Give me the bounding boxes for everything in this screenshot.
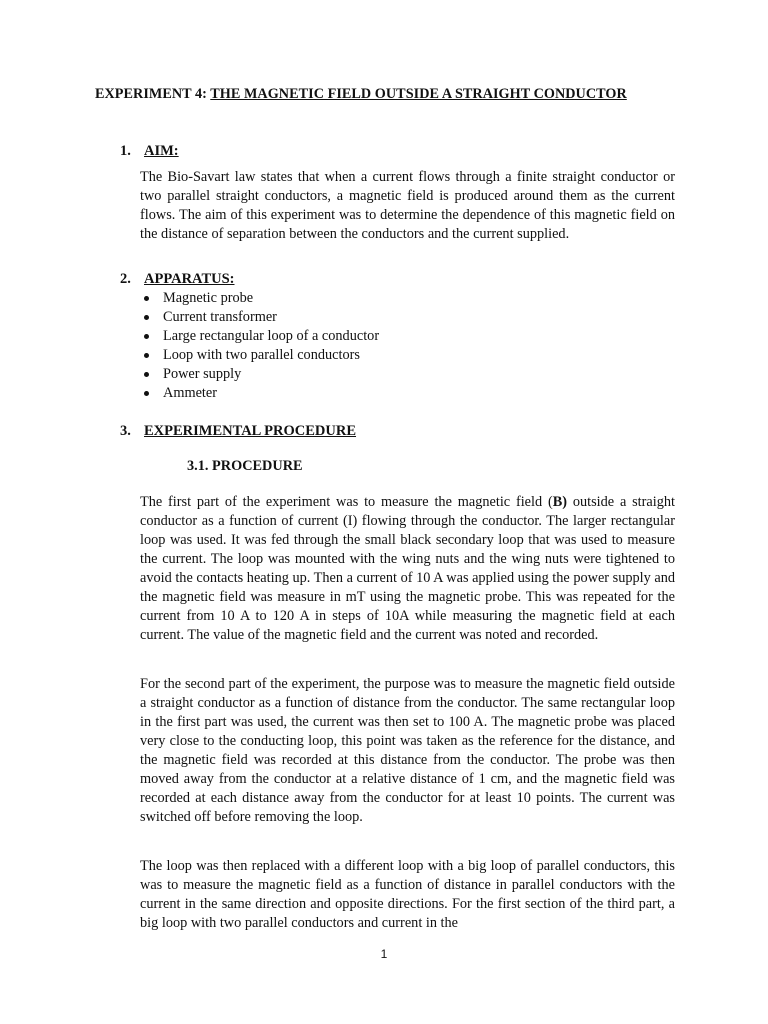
list-item: Loop with two parallel conductors — [140, 346, 379, 365]
bullet-icon — [144, 296, 149, 301]
list-item: Large rectangular loop of a conductor — [140, 327, 379, 346]
document-title — [95, 86, 695, 103]
bullet-icon — [144, 315, 149, 320]
bullet-icon — [144, 391, 149, 396]
procedure-paragraph-3: The loop was then replaced with a different loop with a big loop of parallel conductors, this was to measure the magnetic field as a function of distance in parallel conductors with the current in the same direction and opposite directions. For the first section of the third part, a big loop with two parallel conductors and current in the — [140, 858, 675, 931]
list-item: Current transformer — [140, 308, 379, 327]
procedure-subheading: 3.1. PROCEDURE — [187, 458, 303, 474]
procedure-heading — [120, 423, 356, 440]
title-prefix: EXPERIMENT 4: — [95, 86, 211, 102]
aim-number: 1. — [120, 143, 131, 159]
apparatus-heading-text: APPARATUS: — [144, 271, 235, 287]
title-main: THE MAGNETIC FIELD OUTSIDE A STRAIGHT CONDUCTOR — [210, 86, 627, 102]
procedure-number: 3. — [120, 423, 131, 439]
bullet-icon — [144, 372, 149, 377]
aim-heading — [120, 143, 179, 160]
bullet-icon — [144, 353, 149, 358]
list-item: Magnetic probe — [140, 289, 379, 308]
aim-heading-text: AIM: — [144, 143, 179, 159]
apparatus-number: 2. — [120, 271, 131, 287]
list-item: Ammeter — [140, 384, 379, 403]
bullet-icon — [144, 334, 149, 339]
bold-symbol-b: B) — [552, 494, 568, 510]
procedure-heading-text: EXPERIMENTAL PROCEDURE — [144, 423, 357, 439]
list-item: Power supply — [140, 365, 379, 384]
page-number: 1 — [380, 947, 388, 961]
apparatus-heading — [120, 271, 234, 288]
apparatus-list — [140, 289, 379, 403]
procedure-paragraph-1: The first part of the experiment was to measure the magnetic field (B) outside a straight conductor as a function of current (I) flowing through the conductor. The larger rectangular loop was used. It was fed through the small black secondary loop that was used to measure the current. The loop was mounted with the wing nuts and the wing nuts were tightened to avoid the contacts heating up. Then a current of 10 A was applied using the power supply and the magnetic field was measure in mT using the magnetic probe. This was repeated for the current from 10 A to 120 A in steps of 10A while measuring the magnetic field at each current. The value of the magnetic field and the current was noted and recorded. — [140, 494, 675, 643]
aim-paragraph: The Bio-Savart law states that when a current flows through a finite straight conductor or two parallel straight conductors, a magnetic field is produced around them as the current flows. The aim of this experiment was to determine the dependence of this magnetic field on the distance of separation between the conductors and the current supplied. — [140, 169, 675, 242]
procedure-paragraph-2: For the second part of the experiment, the purpose was to measure the magnetic field outside a straight conductor as a function of distance from the conductor. The same rectangular loop in the first part was used, the current was then set to 100 A. The magnetic probe was placed very close to the conducting loop, this point was taken as the reference for the distance, and the magnetic field was recorded at this distance from the conductor. The probe was then moved away from the conductor at a relative distance of 1 cm, and the magnetic field was recorded at each distance away from the conductor for at least 10 points. The current was switched off before removing the loop. — [140, 676, 675, 825]
